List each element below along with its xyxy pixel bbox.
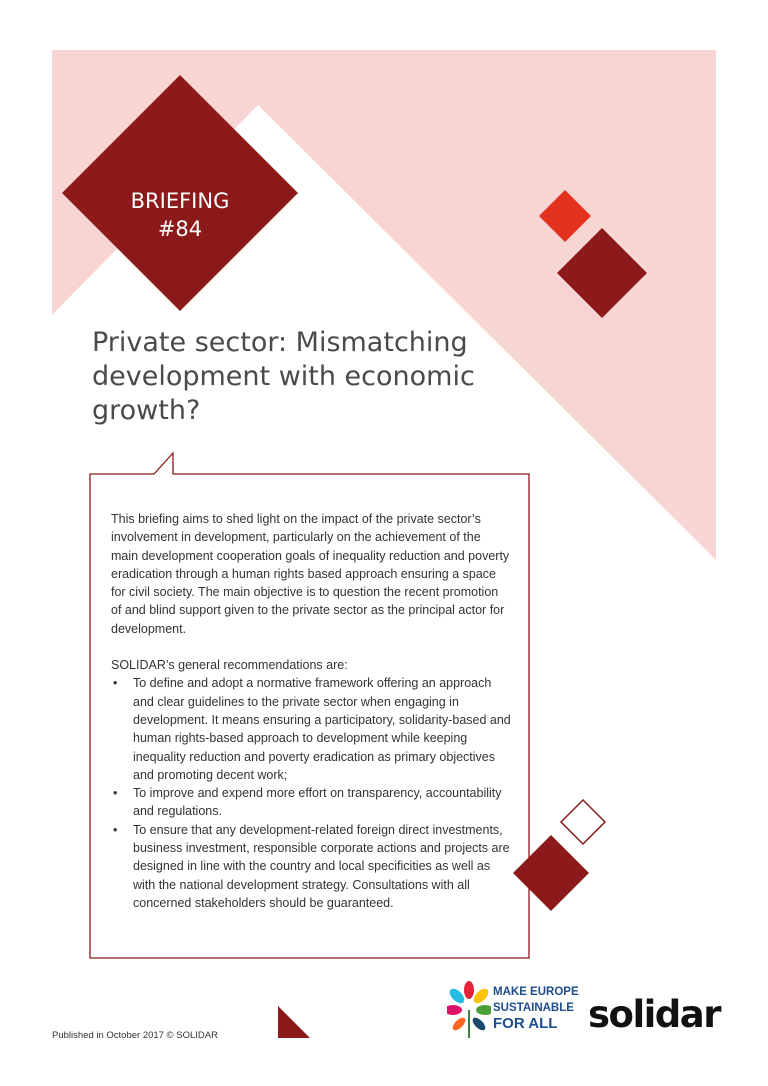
mesfa-line-2: SUSTAINABLE: [493, 1002, 574, 1014]
make-europe-sustainable-logo: [447, 980, 577, 1040]
mesfa-line-3: FOR ALL: [493, 1015, 558, 1032]
mesfa-line-1: MAKE EUROPE: [493, 986, 579, 998]
footer-triangle: [278, 1006, 310, 1038]
badge-label: BRIEFING: [130, 189, 230, 213]
list-item: • To define and adopt a normative framework offering an approach and clear guidelines to the private sector when engaging in development. It means ensuring a participatory, solidarity-based and human rights-based approach to development while keeping inequality reduction and poverty eradication as primary objectives and promoting decent work;: [111, 674, 511, 784]
briefing-summary: [111, 510, 511, 912]
publication-note: Published in October 2017 © SOLIDAR: [52, 1030, 218, 1041]
badge-number: #84: [157, 217, 203, 241]
intro-paragraph: This briefing aims to shed light on the impact of the private sector’s involvement in development, particularly on the achievement of the main development cooperation goals of inequality reduction and poverty eradication through a human rights based approach ensuring a space for civil society. The main objective is to question the recent promotion of and blind support given to the private sector as the principal actor for development.: [111, 512, 510, 636]
recommendations-list: [111, 674, 511, 912]
list-item: • To improve and expend more effort on transparency, accountability and regulations.: [111, 784, 511, 821]
outline-diamond: [561, 800, 605, 844]
recommendations-heading: SOLIDAR’s general recommendations are:: [111, 658, 348, 673]
solidar-logo: solidar: [588, 993, 721, 1036]
flower-icon: [447, 980, 491, 1040]
briefing-badge: [80, 150, 280, 280]
list-item: • To ensure that any development-related foreign direct investments, business investment, responsible corporate actions and projects are designed in line with the country and local specificities as well as with the national development strategy. Consultations with all concerned stakeholders should be guaranteed.: [111, 821, 511, 912]
page-title: Private sector: Mismatching development with economic growth?: [92, 327, 475, 426]
